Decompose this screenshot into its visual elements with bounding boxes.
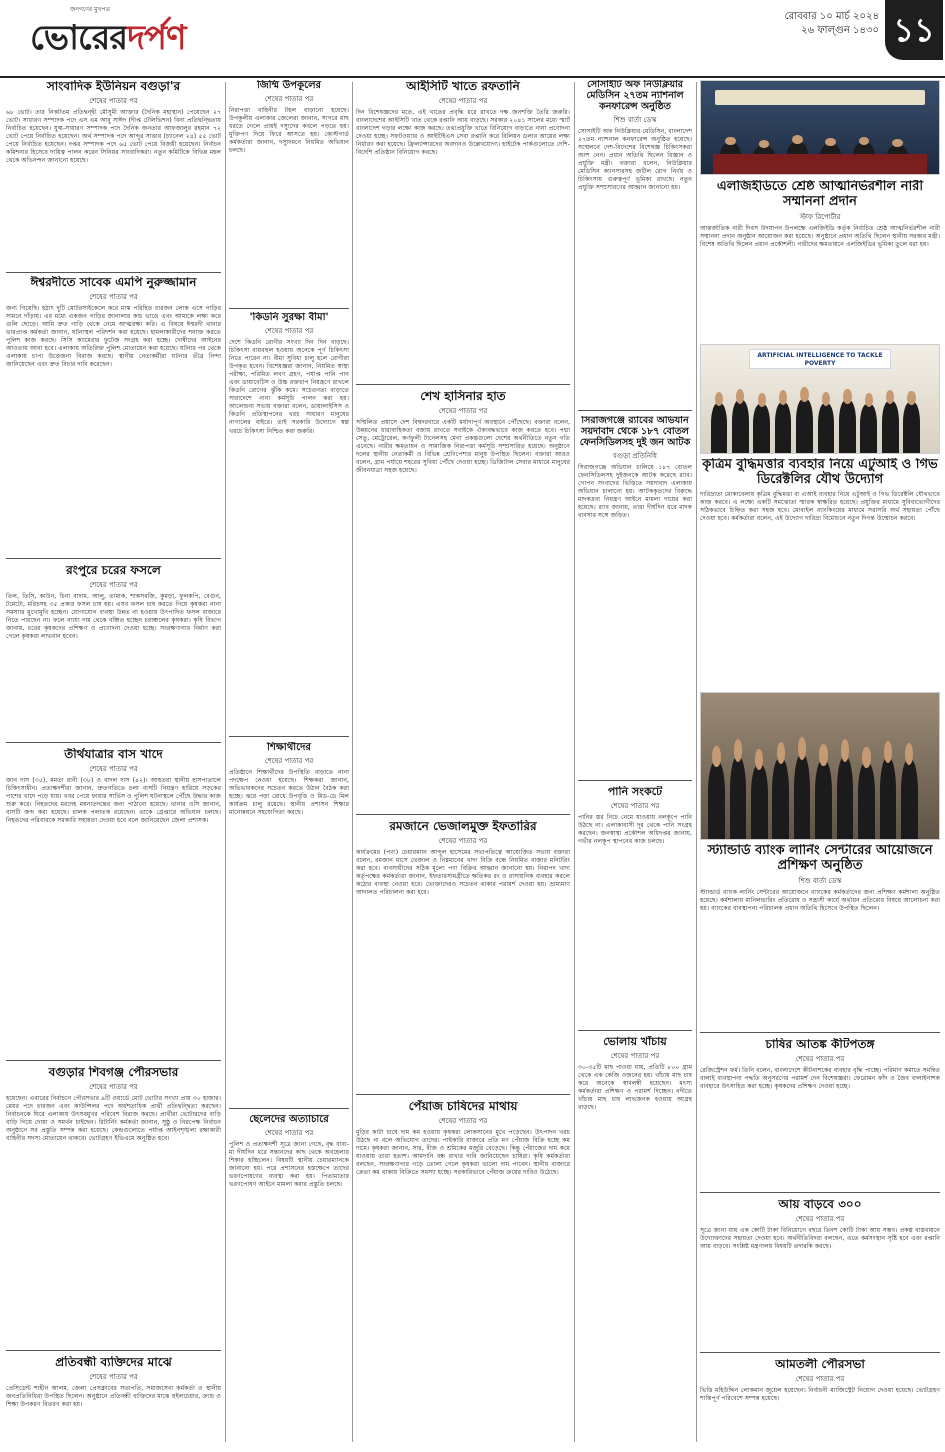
column-rule bbox=[225, 82, 226, 1442]
article-kicker: শেষের পাতার পর bbox=[438, 406, 488, 415]
article-headline: স্ট্যান্ডার্ড ব্যাংক লার্নিং সেন্টারের আয়োজনে প্রশিক্ষণ অনুষ্ঠিত bbox=[707, 844, 933, 873]
article-body: কার্যক্রমের (পণ্য) চেয়ারম্যান আব্দুল হাসেমের সভাপতিত্বে আয়োজিত সভায় বক্তারা বলেন, রমজান মাসে ভেজাল ও নিম্নমানের খাদ্য বিক্রি বন্ধে নিয়মিত বাজার মনিটরিং করা হবে। ব্যবসায়ীদের সঠিক মূল্যে পণ্য বিক্রির আহ্বান জানানো হয়। নিরাপদ খাদ্য কর্তৃপক্ষের কর্মকর্তারা জানান, ইফতারসামগ্রীতে ক্ষতিকর রং ও রাসায়নিক ব্যবহার করলে কঠোর ব্যবস্থা নেওয়া হবে। ভোক্তাদেরও সচেতন থাকার পরামর্শ দেওয়া হয়। ভ্রাম্যমাণ আদালত পরিচালনা করা হবে। bbox=[356, 848, 570, 897]
article-body: ৩০-৩৫টি মাছ পাওয়া যায়, প্রতিটি ৮০০ গ্রাম থেকে এক কেজি ওজনের হয়। খাঁচায় মাছ চাষ করে অনেকে স্বাবলম্বী হয়েছেন। মৎস্য কর্মকর্তারা প্রশিক্ষণ ও পরামর্শ দিচ্ছেন। নদীতে খাঁচায় মাছ চাষ লাভজনক হওয়ায় আগ্রহ বাড়ছে। bbox=[578, 1063, 692, 1112]
date-gregorian: রোববার ১০ মার্চ ২০২৪ bbox=[784, 11, 879, 22]
article-body: স্ট্যান্ডার্ড ব্যাংক লার্নিং সেন্টারের আয়োজনে ব্যাংকের কর্মকর্তাদের জন্য প্রশিক্ষণ কর্মশালা অনুষ্ঠিত হয়েছে। কর্মশালায় মানিলন্ডারিং প্রতিরোধ ও সন্ত্রাসী কার্যে অর্থায়ন প্রতিরোধ বিষয়ে আলোচনা করা হয়। ব্যাংকের ব্যবস্থাপনা পরিচালক প্রধান অতিথি হিসেবে উপস্থিত ছিলেন। bbox=[700, 888, 940, 913]
divider bbox=[6, 742, 221, 743]
article[interactable] bbox=[356, 820, 570, 1090]
divider bbox=[229, 1108, 349, 1109]
article-headline: পানি সংকটে bbox=[607, 786, 663, 798]
divider bbox=[700, 1352, 940, 1353]
tagline: জনগণের মুখপত্র bbox=[70, 6, 110, 13]
column-2 bbox=[229, 80, 349, 1444]
article-headline: প্রতিবন্ধী ব্যক্তিদের মাঝে bbox=[55, 1356, 172, 1369]
article[interactable] bbox=[229, 742, 349, 1102]
article[interactable] bbox=[700, 1358, 940, 1438]
column-5 bbox=[700, 80, 940, 1444]
event-photo-training[interactable] bbox=[700, 692, 940, 840]
divider bbox=[229, 308, 349, 309]
article-kicker: শেষের পাতার পর bbox=[264, 756, 314, 765]
article-headline: রমজানে ভেজালমুক্ত ইফতারির bbox=[389, 820, 537, 833]
article-headline: 'কিডনি সুরক্ষা বীমা' bbox=[249, 312, 329, 323]
article[interactable] bbox=[356, 1100, 570, 1440]
article-body: ভিত্তি মহিউদ্দিন লোকমান জুয়েল হয়েছেন। নির্বাচনী ম্যাজিস্ট্রেট নিয়োগ দেওয়া হয়েছে। ভোটগ্রহণ শান্তিপূর্ণ পরিবেশে সম্পন্ন হয়েছে। bbox=[700, 1386, 940, 1402]
article-kicker: শেষের পাতার পর bbox=[610, 1051, 660, 1060]
article-headline: পেঁয়াজ চাষিদের মাথায় bbox=[408, 1100, 518, 1113]
photo-people bbox=[701, 390, 939, 453]
article[interactable] bbox=[578, 80, 692, 405]
article-byline: শিশু বার্তা ডেস্ক bbox=[798, 876, 842, 885]
photo-people bbox=[701, 737, 939, 839]
article[interactable] bbox=[700, 1198, 940, 1348]
article-kicker: শেষের পাতার পর bbox=[89, 1372, 138, 1381]
article[interactable] bbox=[356, 80, 570, 380]
divider bbox=[356, 1094, 570, 1095]
divider bbox=[700, 1032, 940, 1033]
divider bbox=[356, 814, 570, 815]
stage-banner bbox=[715, 90, 924, 105]
divider bbox=[6, 272, 221, 273]
masthead bbox=[0, 0, 945, 78]
article-body: আন্তর্জাতিক নারী দিবস উদযাপন উপলক্ষে এলজিইডি কর্তৃক নির্বাচিত শ্রেষ্ঠ আত্মনির্ভরশীল নারী সম্মাননা প্রদান অনুষ্ঠান আয়োজন করা হয়েছে। অনুষ্ঠানে প্রধান অতিথি ছিলেন স্থানীয় সরকার মন্ত্রী। বিশেষ অতিথি ছিলেন প্রধান প্রকৌশলী। নারীদের ক্ষমতায়নে এলজিইডির ভূমিকা তুলে ধরা হয়। bbox=[700, 224, 940, 249]
article-body: প্রতিষ্ঠানে শিক্ষার্থীদের উপস্থিতি বাড়াতে নানা পদক্ষেপ নেওয়া হয়েছে। শিক্ষকরা জানান, অভিভাবকদের সচেতন করতে উঠান বৈঠক করা হচ্ছে। ঝরে পড়া রোধে উপবৃত্তি ও মিড-ডে মিল কার্যক্রম চালু রয়েছে। স্থানীয় প্রশাসন শিক্ষার মানোন্নয়নে সহযোগিতা করছে। bbox=[229, 768, 349, 816]
stage-table bbox=[713, 154, 927, 174]
article[interactable] bbox=[700, 1038, 940, 1188]
article-kicker: শেষের পাতার পর bbox=[610, 801, 660, 810]
article-headline: আয় বাড়বে ৩০০ bbox=[778, 1198, 862, 1211]
article-kicker: শেষের পাতার পর bbox=[795, 1374, 845, 1383]
event-photo-ai[interactable] bbox=[700, 344, 940, 454]
article-headline: সোসাইটি অফ নিউক্লিয়ার মেডিসিন ২৭তম ন্যাশনাল কনফারেন্স অনুষ্ঠিত bbox=[586, 80, 684, 112]
column-rule bbox=[696, 82, 697, 1442]
article-body: প্রেসিডেন্ট শাহীন আলম, জেলা প্রেসক্লাবের সভাপতি, সমাজসেবা কর্মকর্তা ও স্থানীয় জনপ্রতিনিধিরা উপস্থিত ছিলেন। অনুষ্ঠানে প্রতিবন্ধী ব্যক্তিদের মাঝে হুইলচেয়ার, ক্র্যাচ ও শিক্ষা উপকরণ বিতরণ করা হয়। bbox=[6, 1384, 221, 1408]
article-kicker: শেষের পাতার পর bbox=[264, 326, 314, 335]
article[interactable] bbox=[229, 312, 349, 732]
event-photo-ceremony[interactable] bbox=[700, 80, 940, 175]
date-bangla: ২৬ ফাল্গুন ১৪৩০ bbox=[801, 25, 879, 36]
article-byline: বগুড়া প্রতিনিধি bbox=[613, 451, 657, 460]
page-number-badge: ১১ bbox=[885, 0, 943, 60]
article[interactable] bbox=[6, 748, 221, 1058]
article[interactable] bbox=[6, 564, 221, 739]
article-headline: আমতলী পৌরসভা bbox=[775, 1358, 865, 1371]
article-body: সিরাজগঞ্জে অভিযান চালিয়ে ১৮৭ বোতল ফেনসিডিলসহ দুইজনকে আটক করেছে র‍্যাব। গোপন সংবাদের ভিত্তিতে সয়দাবাদ এলাকায় অভিযান চালানো হয়। আটককৃতদের বিরুদ্ধে মাদকদ্রব্য নিয়ন্ত্রণ আইনে মামলা দায়ের করা হয়েছে। র‍্যাব জানায়, তারা দীর্ঘদিন ধরে মাদক ব্যবসার সঙ্গে জড়িত। bbox=[578, 463, 692, 520]
article-body: মুড়ির কাটা চাষে দাম কম হওয়ায় কৃষকরা লোকসানের মুখে পড়েছেন। উৎপাদন খরচ উঠছে না বলে অভিযোগ তাদের। পাইকারি বাজারে প্রতি মণ পেঁয়াজ বিক্রি হচ্ছে কম দামে। কৃষকরা জানান, সার, বীজ ও শ্রমিকের মজুরি বেড়েছে। কিন্তু পেঁয়াজের দাম কমে যাওয়ায় তারা হতাশ। আমদানি বন্ধ রাখার দাবি জানিয়েছেন চাষিরা। কৃষি কর্মকর্তারা বলছেন, সংরক্ষণাগার গড়ে তোলা গেলে কৃষকরা ভালো দাম পাবেন। স্থানীয় বাজারে ক্রেতা কম থাকায় বিক্রিতে সমস্যা হচ্ছে। সরকারিভাবে পেঁয়াজ ক্রয়ের দাবিও উঠেছে। bbox=[356, 1128, 570, 1177]
article-kicker: শেষের পাতার পর bbox=[795, 1054, 845, 1063]
article-body: নিরাপত্তা বাহিনীর টহল বাড়ানো হয়েছে। উপকূলীয় এলাকার জেলেরা জানান, সাগরে মাছ ধরতে গেলে প্রায়ই দস্যুদের কবলে পড়তে হয়। মুক্তিপণ দিয়ে ফিরে আসতে হয়। কোস্টগার্ড কর্মকর্তারা জানান, দস্যুদমনে নিয়মিত অভিযান চলছে। bbox=[229, 106, 349, 154]
article-body: পুলিশ ও প্রত্যক্ষদর্শী সূত্রে জানা গেছে, বৃদ্ধ বাবা-মা দীর্ঘদিন ধরে সন্তানদের কাছ থেকে অবহেলার শিকার হচ্ছিলেন। বিষয়টি স্থানীয় চেয়ারম্যানকে জানানো হয়। পরে প্রশাসনের হস্তক্ষেপে তাদের ভরণপোষণের ব্যবস্থা করা হয়। পিতামাতার ভরণপোষণ আইনে মামলা করার প্রস্তুতি চলছে। bbox=[229, 1140, 349, 1188]
divider bbox=[578, 1030, 692, 1031]
article-body: জান দাস (৩৫), মমতা রানী (৩৮) ও বাদল দাস (৪২)। আহতরা স্থানীয় হাসপাতালে চিকিৎসাধীন। প্রত্যক্ষদর্শীরা জানান, দ্রুতগতিতে চলা বাসটি নিয়ন্ত্রণ হারিয়ে সড়কের পাশের খাদে পড়ে যায়। খবর পেয়ে ফায়ার সার্ভিস ও পুলিশ ঘটনাস্থলে পৌঁছে উদ্ধার কাজ শুরু করে। নিহতদের মরদেহ ময়নাতদন্তের জন্য পাঠানো হয়েছে। থানার ওসি জানান, বাসটি জব্দ করা হয়েছে। চালক পলাতক রয়েছেন। তাকে গ্রেপ্তারে অভিযান চলছে। নিহতদের পরিবারকে সরকারি সহায়তা দেওয়া হবে বলে জানিয়েছেন জেলা প্রশাসক। bbox=[6, 776, 221, 825]
column-4 bbox=[578, 80, 692, 1444]
article-kicker: শেষের পাতার পর bbox=[438, 96, 488, 105]
article[interactable] bbox=[229, 80, 349, 305]
article[interactable] bbox=[578, 1036, 692, 1436]
article-headline: রংপুরে চরের ফসলে bbox=[66, 564, 161, 577]
article[interactable] bbox=[578, 786, 692, 1026]
article-kicker: শেষের পাতার পর bbox=[89, 292, 138, 301]
article-byline: শিশু বার্তা ডেস্ক bbox=[613, 115, 657, 124]
divider bbox=[356, 384, 570, 385]
article[interactable] bbox=[578, 416, 692, 776]
article-headline: সাংবাদিক ইউনিয়ন বগুড়া'র bbox=[46, 80, 181, 93]
logo-part-1: ভোরের bbox=[30, 18, 128, 58]
article-body: ৬৮ ভোট। তার নিকটতম প্রতিদ্বন্দ্বী মৌসুমী আক্তার (দৈনিক মহাস্থান) পেয়েছেন ২৭ ভোট। সাধারণ সম্পাদক পদে এস এম আবু সাঈদ (দীপ্ত টেলিভিশন) বিনা প্রতিদ্বন্দ্বিতায় নির্বাচিত হয়েছেন। যুগ্ম-সাধারণ সম্পাদক পদে দৈনিক জনতার আফজালুর রহমান ৭২ ভোট পেয়ে নির্বাচিত হয়েছেন। অর্থ সম্পাদক পদে আব্দুর সাত্তার (চ্যানেল ২৪) ৫৫ ভোট পেয়ে নির্বাচিত হয়েছেন। দপ্তর সম্পাদক পদে ৬৫ ভোট পেয়ে বিজয়ী হয়েছেন। নির্বাচন কমিশনার হিসেবে দায়িত্ব পালন করেন সিনিয়র সাংবাদিকরা। নতুন কমিটিকে বিভিন্ন মহল থেকে অভিনন্দন জানানো হয়েছে। bbox=[6, 108, 221, 165]
article-body: দারিদ্র্যতা মোকাবেলায় কৃত্রিম বুদ্ধিমত্তা বা এআই ব্যবহার নিয়ে এটুআই ও গিভ ডিরেক্টলি যৌথভাবে কাজ করবে। এ লক্ষ্যে একটি সমঝোতা স্মারক স্বাক্ষরিত হয়েছে। প্রযুক্তির মাধ্যমে সুবিধাভোগীদের সঠিকভাবে চিহ্নিত করা সহজ হবে। মোবাইল ব্যাংকিংয়ের মাধ্যমে সরাসরি অর্থ সহায়তা পৌঁছে দেওয়া হবে। কর্মকর্তারা বলেন, এই উদ্যোগ দারিদ্র্য বিমোচনে নতুন দিগন্ত উন্মোচন করবে। bbox=[700, 490, 940, 523]
column-rule bbox=[352, 82, 353, 1442]
divider bbox=[6, 1060, 221, 1061]
article-body: সম্মিলিত প্রয়াসে দেশ বিশ্বদরবারে একটি মর্যাদাপূর্ণ অবস্থানে পৌঁছেছে। বক্তারা বলেন, উন্নয়নের ধারাবাহিকতা বজায় রাখতে সবাইকে ঐক্যবদ্ধভাবে কাজ করতে হবে। পদ্মা সেতু, মেট্রোরেল, কর্ণফুলী টানেলসহ মেগা প্রকল্পগুলো দেশের অর্থনীতিতে নতুন গতি এনেছে। নারীর ক্ষমতায়ন ও সামাজিক নিরাপত্তা কর্মসূচি সম্প্রসারিত হয়েছে। অনুষ্ঠানে দলের স্থানীয় নেতাকর্মী ও বিভিন্ন শ্রেণিপেশার মানুষ উপস্থিত ছিলেন। বক্তারা আরও বলেন, গ্রাম পর্যায়ে শহরের সুবিধা পৌঁছে দেওয়া হচ্ছে। ডিজিটাল সেবার মাধ্যমে মানুষের জীবনযাত্রা সহজ হয়েছে। bbox=[356, 418, 570, 475]
article[interactable] bbox=[6, 1356, 221, 1436]
divider bbox=[229, 736, 349, 737]
article-kicker: শেষের পাতার পর bbox=[795, 1214, 845, 1223]
article[interactable] bbox=[700, 180, 940, 340]
article-kicker: শেষের পাতার পর bbox=[89, 1082, 138, 1091]
article-body: পানির স্তর নিচে নেমে যাওয়ায় নলকূপে পানি উঠছে না। এলাকাবাসী দূর থেকে পানি সংগ্রহ করছেন। জনস্বাস্থ্য প্রকৌশল অধিদপ্তর জানায়, গভীর নলকূপ স্থাপনের কাজ চলছে। bbox=[578, 813, 692, 845]
column-1 bbox=[6, 80, 221, 1444]
dateline bbox=[785, 10, 879, 38]
divider bbox=[700, 1192, 940, 1193]
article-headline: বগুড়ার শিবগঞ্জ পৌরসভার bbox=[48, 1066, 179, 1079]
article-headline: শিক্ষার্থীদের bbox=[267, 742, 311, 753]
article-body: তিল, তিসি, কাউন, চিনা বাদাম, আলু, তামাক, শাকসবজি, কুমড়া, ফুলকপি, বেগুন, টমেটো, মরিচসহ ৩৫ প্রকার ফসল চাষ হয়। এসব ফসল চাষ করতে গিয়ে কৃষকরা নানা সমস্যার মুখোমুখি হচ্ছেন। যোগাযোগ ব্যবস্থা উন্নত না হওয়ায় উৎপাদিত ফসল বাজারে নিতে পারছেন না। ফলে ন্যায্য দাম থেকে বঞ্চিত হচ্ছেন চরাঞ্চলের কৃষকরা। কৃষি বিভাগ জানায়, চরের কৃষকদের প্রশিক্ষণ ও প্রণোদনা দেওয়া হচ্ছে। সংরক্ষণাগার নির্মাণ করা গেলে কৃষকরা লাভবান হবেন। bbox=[6, 592, 221, 641]
article-headline: আইসিটি খাতে রফতানি bbox=[406, 80, 520, 93]
divider bbox=[6, 558, 221, 559]
article-headline: ছেলেদের অত্যাচারে bbox=[249, 1114, 329, 1125]
article-headline: সিরাজগঞ্জে র‍্যাবের অভিযান সয়দাবাদ থেকে ১৮৭ বোতল ফেনসিডিলসহ দুই জন আটক bbox=[579, 416, 691, 448]
article-kicker: শেষের পাতার পর bbox=[89, 96, 138, 105]
article-kicker: শেষের পাতার পর bbox=[89, 764, 138, 773]
article-headline: চাষির আতঙ্ক কীটপতঙ্গ bbox=[765, 1038, 875, 1051]
article-kicker: শেষের পাতার পর bbox=[264, 1128, 314, 1137]
article[interactable] bbox=[356, 390, 570, 810]
article-headline: তীর্থযাত্রার বাস খাদে bbox=[64, 748, 163, 761]
divider bbox=[578, 410, 692, 411]
article[interactable] bbox=[6, 80, 221, 270]
article-kicker: শেষের পাতার পর bbox=[438, 1116, 488, 1125]
divider bbox=[578, 780, 692, 781]
article-body: রেজিস্ট্রেশন ফর্ম। তিনি বলেন, বাংলাদেশে কীটনাশকের ব্যবহার বৃদ্ধি পাচ্ছে। পরিমাণ কমাতে সমন্বিত বালাই ব্যবস্থাপনা পদ্ধতি অনুসরণের পরামর্শ দেন বিশেষজ্ঞরা। ফেরোমন ফাঁদ ও জৈব বালাইনাশক ব্যবহারে উৎসাহিত করা হচ্ছে। কৃষকদের প্রশিক্ষণ দেওয়া হচ্ছে। bbox=[700, 1066, 940, 1090]
article-headline: কৃত্রিম বুদ্ধিমত্তার ব্যবহার নিয়ে এটুআই ও গিভ ডিরেক্টলির যৌথ উদ্যোগ bbox=[702, 458, 938, 487]
article-headline: জিম্মি উপকূলের bbox=[256, 80, 322, 91]
article-kicker: শেষের পাতার পর bbox=[89, 580, 138, 589]
newspaper-logo[interactable] bbox=[30, 12, 186, 69]
article[interactable] bbox=[229, 1114, 349, 1434]
ai-banner: ARTIFICIAL INTELLIGENCE TO TACKLE POVERTY bbox=[749, 349, 892, 368]
article[interactable] bbox=[6, 276, 221, 556]
article-headline: ঈশ্বরদীতে সাবেক এমপি নুরুজ্জামান bbox=[30, 276, 197, 289]
article-body: সোসাইটি অফ নিউক্লিয়ার মেডিসিন, বাংলাদেশ ২৭তম ন্যাশনাল কনফারেন্স অনুষ্ঠিত হয়েছে। সম্মেলনে দেশ-বিদেশের বিশেষজ্ঞ চিকিৎসকরা অংশ নেন। প্রধান অতিথি ছিলেন বিজ্ঞান ও প্রযুক্তি মন্ত্রী। বক্তারা বলেন, নিউক্লিয়ার মেডিসিন ক্যানসারসহ জটিল রোগ নির্ণয় ও চিকিৎসায় গুরুত্বপূর্ণ ভূমিকা রাখছে। নতুন প্রযুক্তি সম্প্রসারণের আহ্বান জানানো হয়। bbox=[578, 127, 692, 192]
logo-part-2: দর্পণ bbox=[127, 18, 186, 58]
article[interactable] bbox=[700, 844, 940, 1029]
article-body: সূত্রে জানা যায় এক কোটি টাকা বিনিয়োগে বছরে তিনশ কোটি টাকা আয় সম্ভব। প্রকল্প বাস্তবায়নে উদ্যোক্তাদের সহায়তা দেওয়া হবে। অর্থনীতিবিদরা বলছেন, এতে কর্মসংস্থান সৃষ্টি হবে এবং রপ্তানি আয় বাড়বে। সংশ্লিষ্ট মন্ত্রণালয় বিষয়টি তদারকি করছে। bbox=[700, 1226, 940, 1250]
article-headline: শেখ হাসিনার হাত bbox=[420, 390, 506, 403]
article-headline: ভোলায় খাঁচায় bbox=[603, 1036, 667, 1048]
article-kicker: শেষের পাতার পর bbox=[264, 94, 314, 103]
divider bbox=[6, 1350, 221, 1351]
article-body: জন্য গিয়েছি। হঠাৎ দুটি মোটরসাইকেলে করে মাস্ক পরিহিত চারজন লোক এসে গাড়ির সামনে দাঁড়ায়। এর মধ্যে একজন গাড়ির জানালার কাচ ভাঙে এবং আমাকে লক্ষ্য করে গুলি ছোড়ে। আমি দ্রুত গাড়ি থেকে নেমে আত্মরক্ষা করি। এ বিষয়ে ঈশ্বরদী থানার ভারপ্রাপ্ত কর্মকর্তা জানান, ঘটনাস্থল পরিদর্শন করা হয়েছে। হামলাকারীদের শনাক্ত করতে পুলিশ কাজ করছে। সিসি ক্যামেরার ফুটেজ সংগ্রহ করা হচ্ছে। দোষীদের আইনের আওতায় আনা হবে। এলাকায় অতিরিক্ত পুলিশ মোতায়েন করা হয়েছে। ঘটনার পর থেকে এলাকায় চাপা উত্তেজনা বিরাজ করছে। স্থানীয় নেতাকর্মীরা ঘটনার তীব্র নিন্দা জানিয়েছেন এবং দ্রুত বিচার দাবি করেছেন। bbox=[6, 304, 221, 369]
article-byline: স্টাফ রিপোর্টার bbox=[799, 212, 841, 221]
article-kicker: শেষের পাতার পর bbox=[438, 836, 488, 845]
article-body: দেশে কিডনি রোগীর সংখ্যা দিন দিন বাড়ছে। চিকিৎসা ব্যয়বহুল হওয়ায় অনেকে পূর্ণ চিকিৎসা নিতে পারেন না। বীমা সুবিধা চালু হলে রোগীরা উপকৃত হবেন। বিশেষজ্ঞরা জানান, নিয়মিত স্বাস্থ্য পরীক্ষা, পরিমিত লবণ গ্রহণ, পর্যাপ্ত পানি পান এবং ডায়াবেটিস ও উচ্চ রক্তচাপ নিয়ন্ত্রণে রাখলে কিডনি রোগের ঝুঁকি কমে। সচেতনতা বাড়াতে সারাদেশে নানা কর্মসূচি পালন করা হয়। আলোচনা সভায় বক্তারা বলেন, ডায়ালাইসিস ও কিডনি প্রতিস্থাপনের খরচ সাধারণ মানুষের নাগালের বাইরে। তাই সরকারি উদ্যোগে স্বল্প খরচে চিকিৎসা নিশ্চিত করা জরুরি। bbox=[229, 338, 349, 435]
article-body: হয়েছেন। এবারের নির্বাচনে পৌরসভার ৯টি ওয়ার্ডে মোট ভোটার সংখ্যা প্রায় ৩০ হাজার। মেয়র পদে চারজন এবং কাউন্সিলর পদে অর্ধশতাধিক প্রার্থী প্রতিদ্বন্দ্বিতা করছেন। নির্বাচনকে ঘিরে এলাকায় উৎসবমুখর পরিবেশ বিরাজ করছে। প্রার্থীরা ভোটারদের বাড়ি বাড়ি গিয়ে দোয়া ও সমর্থন চাইছেন। রিটার্নিং কর্মকর্তা জানান, সুষ্ঠু ও নিরপেক্ষ নির্বাচন অনুষ্ঠানে সব প্রস্তুতি সম্পন্ন করা হয়েছে। কেন্দ্রগুলোতে পর্যাপ্ত আইনশৃঙ্খলা রক্ষাকারী বাহিনীর সদস্য মোতায়েন থাকবে। ভোটগ্রহণ ইভিএমে অনুষ্ঠিত হবে। bbox=[6, 1094, 221, 1143]
article-body: দিন বিশেষজ্ঞদের মতে, এই খাতের প্রবৃদ্ধি ধরে রাখতে দক্ষ জনশক্তি তৈরি জরুরি। বাংলাদেশের আইসিটি খাত থেকে রপ্তানি আয় বাড়ছে। সরকার ২০৪১ সালের মধ্যে স্মার্ট বাংলাদেশ গড়ার লক্ষ্যে কাজ করছে। তথ্যপ্রযুক্তি খাতে বিনিয়োগ বাড়াতে নানা প্রণোদনা দেওয়া হচ্ছে। সফটওয়্যার ও আইটিইএস সেবা রপ্তানি করে বিলিয়ন ডলার আয়ের লক্ষ্য নির্ধারণ করা হয়েছে। ফ্রিল্যান্সারদের অবদানও উল্লেখযোগ্য। হাইটেক পার্কগুলোতে দেশি-বিদেশি প্রতিষ্ঠান বিনিয়োগ করছে। bbox=[356, 108, 570, 157]
column-3 bbox=[356, 80, 570, 1444]
article-headline: এলজিইডিতে শ্রেষ্ঠ আত্মনির্ভরশীল নারী সম্মাননা প্রদান bbox=[716, 180, 924, 209]
column-rule bbox=[574, 82, 575, 1442]
article[interactable] bbox=[700, 458, 940, 688]
article[interactable] bbox=[6, 1066, 221, 1346]
